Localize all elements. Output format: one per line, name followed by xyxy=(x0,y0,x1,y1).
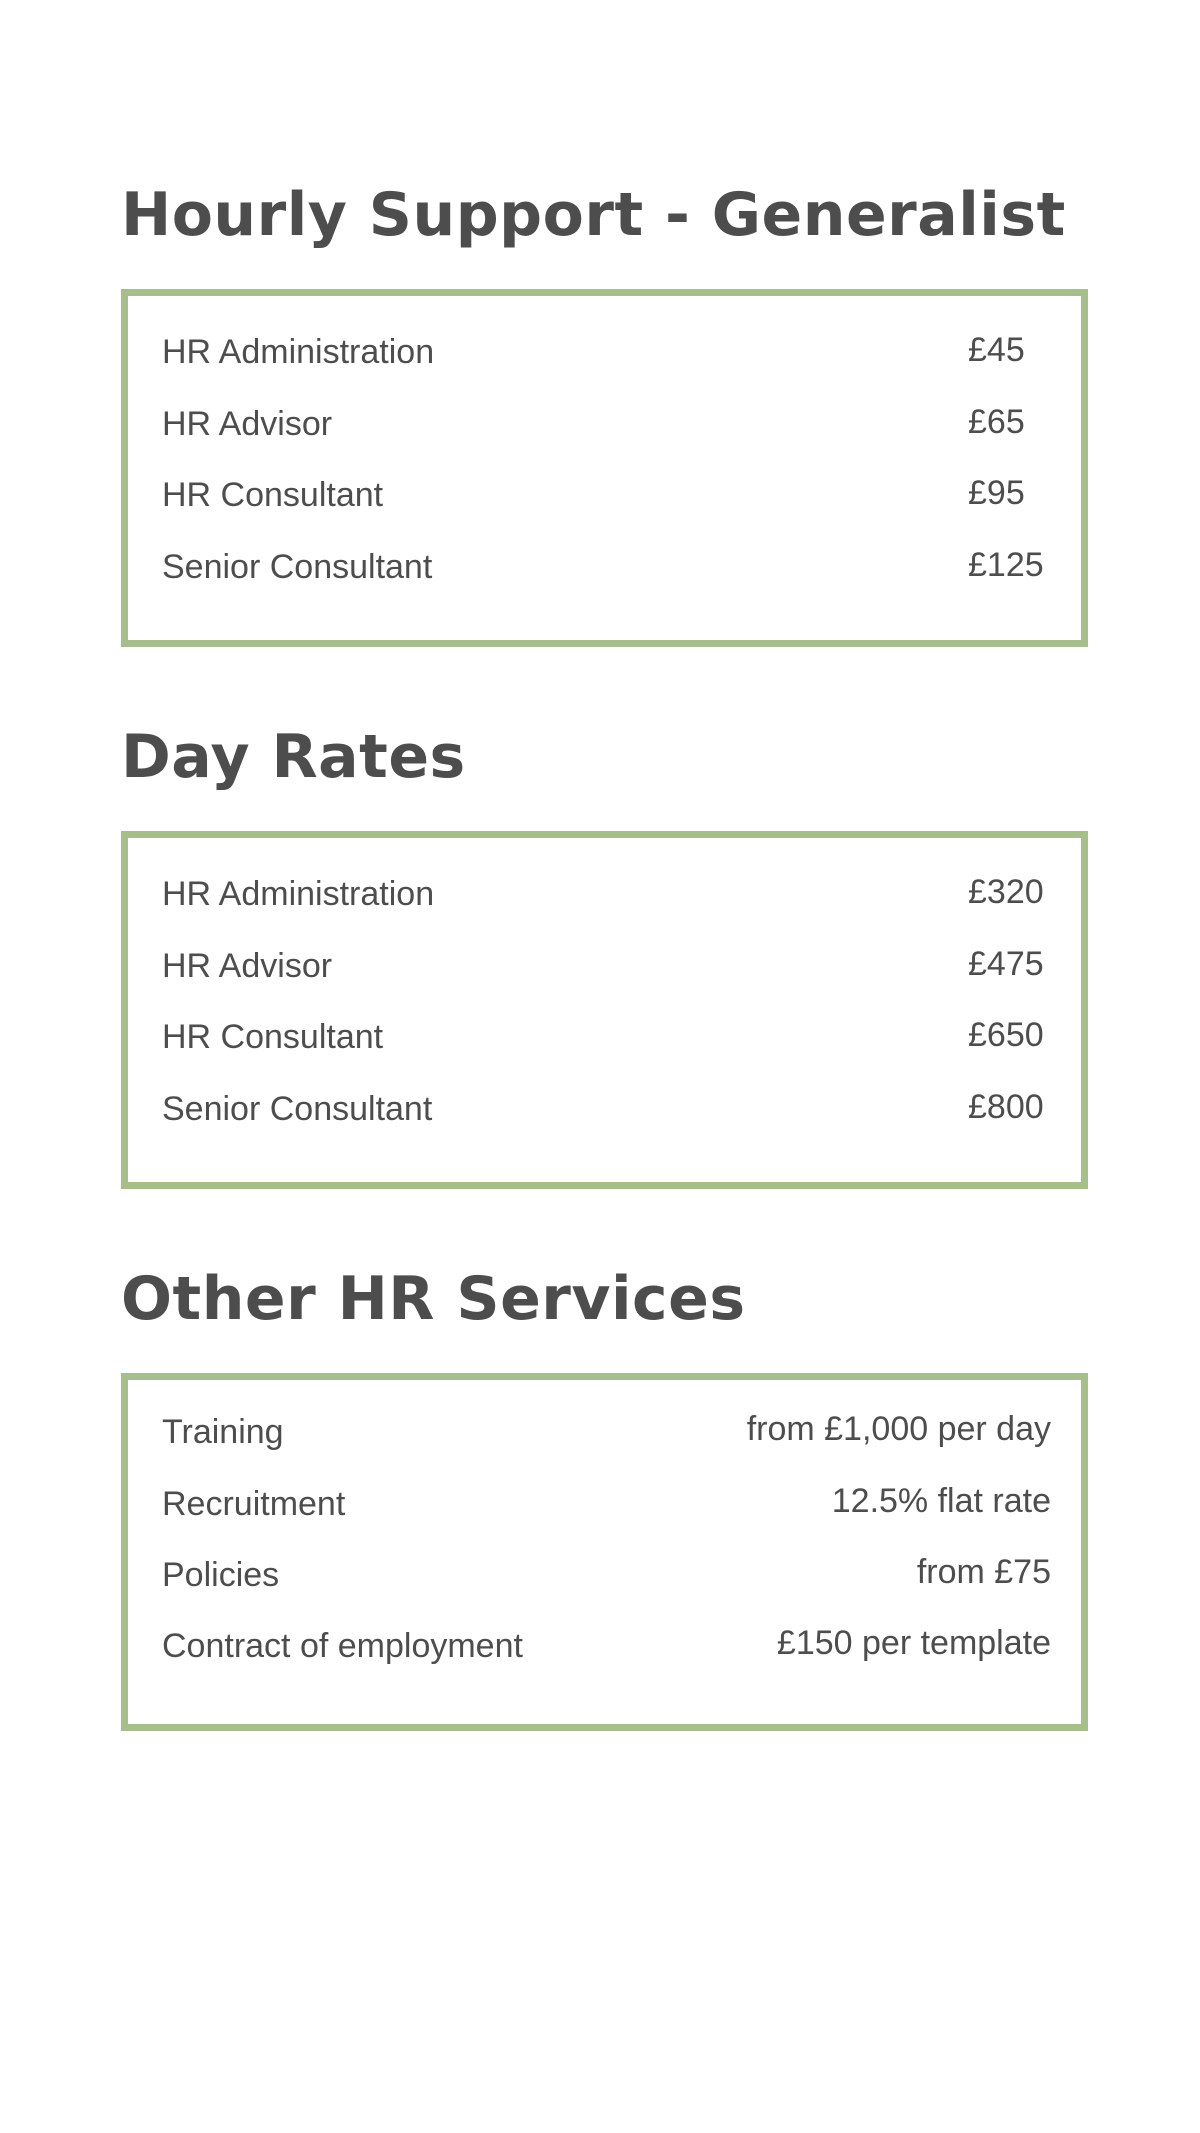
item-label: HR Advisor xyxy=(162,405,333,443)
item-price: £65 xyxy=(968,403,1025,441)
item-price: 12.5% flat rate xyxy=(831,1482,1051,1520)
item-price: £650 xyxy=(968,1016,1044,1054)
item-label: HR Administration xyxy=(162,333,435,371)
item-price: £150 per template xyxy=(776,1624,1051,1662)
item-label: Contract of employment xyxy=(162,1627,523,1665)
item-price: from £75 xyxy=(916,1553,1051,1591)
price-row-policies xyxy=(162,1549,1062,1601)
item-label: Senior Consultant xyxy=(162,548,433,586)
item-price: £125 xyxy=(968,546,1044,584)
price-row-hr-advisor xyxy=(162,940,1062,992)
item-price: £45 xyxy=(968,331,1025,369)
item-label: Senior Consultant xyxy=(162,1090,433,1128)
price-row-hr-consultant xyxy=(162,469,1062,521)
price-row-hr-advisor xyxy=(162,398,1062,450)
item-label: Training xyxy=(162,1413,284,1451)
price-row-hr-consultant xyxy=(162,1011,1062,1063)
day-rates-section xyxy=(121,722,1088,1128)
item-price: £320 xyxy=(968,873,1044,911)
price-row-senior-consultant xyxy=(162,1083,1062,1135)
day-rates-price-box xyxy=(121,831,1088,1189)
item-price: from £1,000 per day xyxy=(746,1410,1051,1448)
price-row-contract-of-employment xyxy=(162,1620,1062,1672)
item-price: £95 xyxy=(968,474,1025,512)
price-row-training xyxy=(162,1406,1062,1458)
item-label: HR Advisor xyxy=(162,947,333,985)
item-price: £475 xyxy=(968,945,1044,983)
price-row-senior-consultant xyxy=(162,541,1062,593)
price-row-hr-administration xyxy=(162,326,1062,378)
section-title-day-rates: Day Rates xyxy=(121,722,466,792)
hourly-support-price-box xyxy=(121,289,1088,647)
item-label: HR Consultant xyxy=(162,1018,384,1056)
item-label: HR Administration xyxy=(162,875,435,913)
other-hr-services-price-box xyxy=(121,1373,1088,1731)
price-row-hr-administration xyxy=(162,868,1062,920)
other-hr-services-section xyxy=(121,1264,1088,1665)
item-label: Policies xyxy=(162,1556,280,1594)
price-row-recruitment xyxy=(162,1478,1062,1530)
item-price: £800 xyxy=(968,1088,1044,1126)
section-title-other-hr-services: Other HR Services xyxy=(121,1264,746,1334)
item-label: Recruitment xyxy=(162,1485,346,1523)
hourly-support-section xyxy=(121,180,1088,586)
item-label: HR Consultant xyxy=(162,476,384,514)
section-title-hourly-support: Hourly Support - Generalist xyxy=(121,180,1066,250)
